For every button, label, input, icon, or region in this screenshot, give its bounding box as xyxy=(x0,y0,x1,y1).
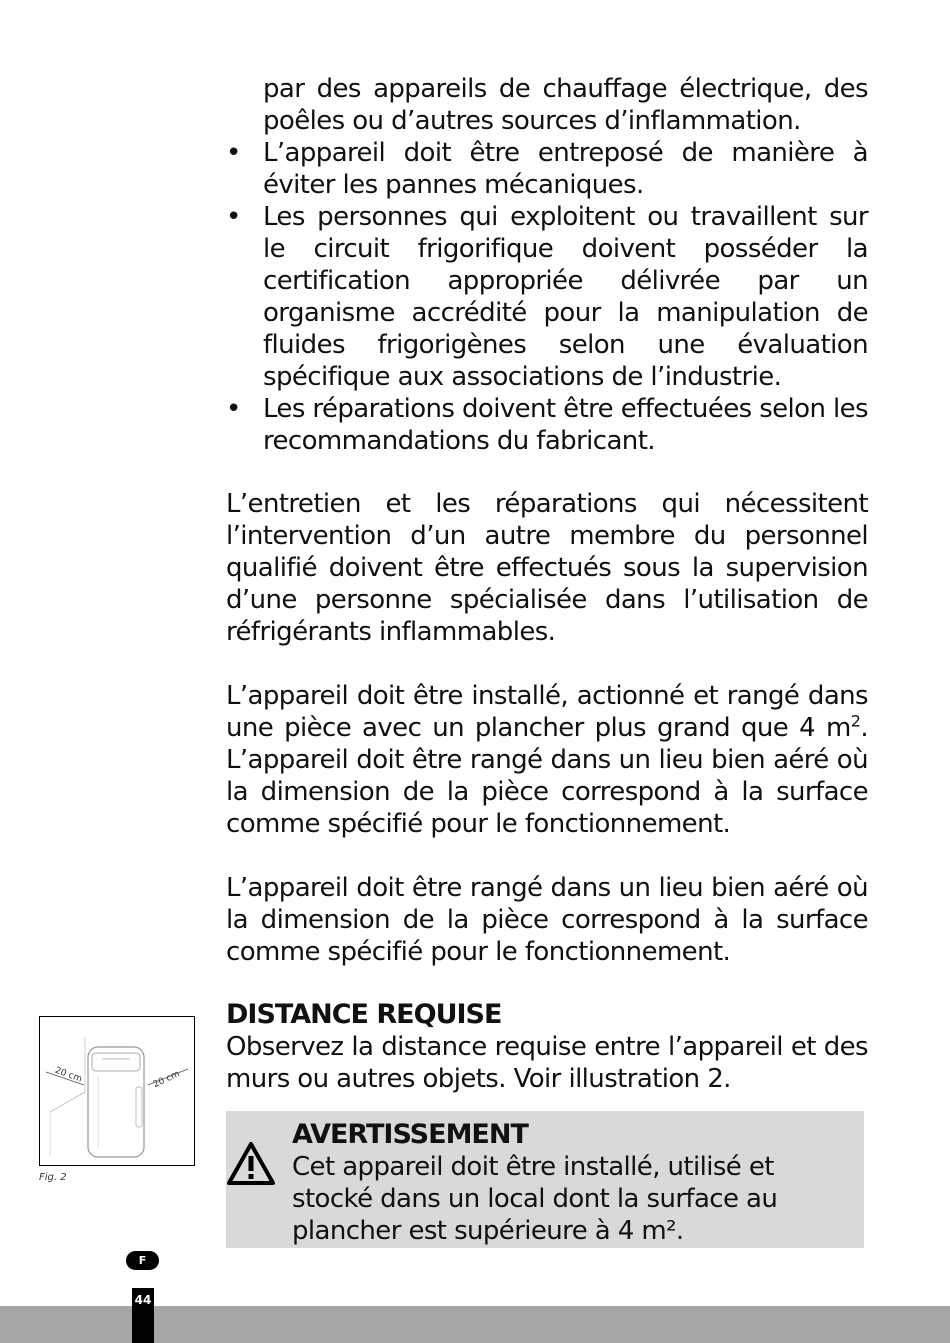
language-badge: F xyxy=(126,1251,159,1270)
bullet-text: Les personnes qui exploitent ou travaillent sur le circuit frigorifique doivent posséder la certification appropriée délivrée par un organisme accrédité pour la manipulation de fluides frigorigènes selon une évaluation spécifique aux associations de l’industrie. xyxy=(263,202,868,392)
warning-text: Cet appareil doit être installé, utilisé et stocké dans un local dont la surface au plancher est supérieure à 4 m². xyxy=(292,1152,778,1246)
bullet-item xyxy=(226,393,868,457)
bullet-text: L’appareil doit être entreposé de manière à éviter les pannes mécaniques. xyxy=(263,138,868,200)
paragraph-storage: L’appareil doit être rangé dans un lieu bien aéré où la dimension de la pièce correspond à la surface comme spécifié pour le fonctionnement. xyxy=(226,873,868,967)
continued-bullet-text: par des appareils de chauffage électrique, des poêles ou d’autres sources d’inflammation. xyxy=(263,74,868,136)
warning-title: AVERTISSEMENT xyxy=(292,1119,528,1150)
superscript-2: 2 xyxy=(850,711,861,731)
bullet-item xyxy=(226,137,868,201)
figure-illustration-2 xyxy=(39,1016,195,1166)
bullet-symbol: • xyxy=(226,202,241,232)
distance-text: Observez la distance requise entre l’appareil et des murs ou autres objets. Voir illustration 2. xyxy=(226,1032,868,1094)
warning-triangle-icon xyxy=(226,1141,276,1187)
bullet-item xyxy=(226,201,868,393)
paragraph-installation xyxy=(226,680,868,840)
paragraph-maintenance: L’entretien et les réparations qui nécessitent l’intervention d’un autre membre du personnel qualifié doivent être effectués sous la supervision d’une personne spécialisée dans l’utilisation de réfrigérants inflammables. xyxy=(226,489,868,647)
bullet-symbol: • xyxy=(226,138,241,168)
warning-box xyxy=(226,1111,864,1248)
page-number: 44 xyxy=(132,1288,154,1343)
bullet-symbol: • xyxy=(226,394,241,424)
figure-label-left: 20 cm xyxy=(53,1065,84,1085)
paragraph-installation-part1: L’appareil doit être installé, actionné et rangé dans une pièce avec un plancher plus grand que 4 m xyxy=(226,681,868,743)
bullet-text: Les réparations doivent être effectuées selon les recommandations du fabricant. xyxy=(263,394,868,456)
figure-caption: Fig. 2 xyxy=(39,1172,67,1183)
distance-heading: DISTANCE REQUISE xyxy=(226,999,502,1030)
dehumidifier-clearance-diagram xyxy=(40,1017,194,1165)
continued-bullet xyxy=(226,73,868,137)
paragraph-installation-part2: . L’appareil doit être rangé dans un lieu bien aéré où la dimension de la pièce correspond à la surface comme spécifié pour le fonctionnement. xyxy=(226,713,868,839)
figure-label-right: 20 cm xyxy=(151,1069,182,1091)
